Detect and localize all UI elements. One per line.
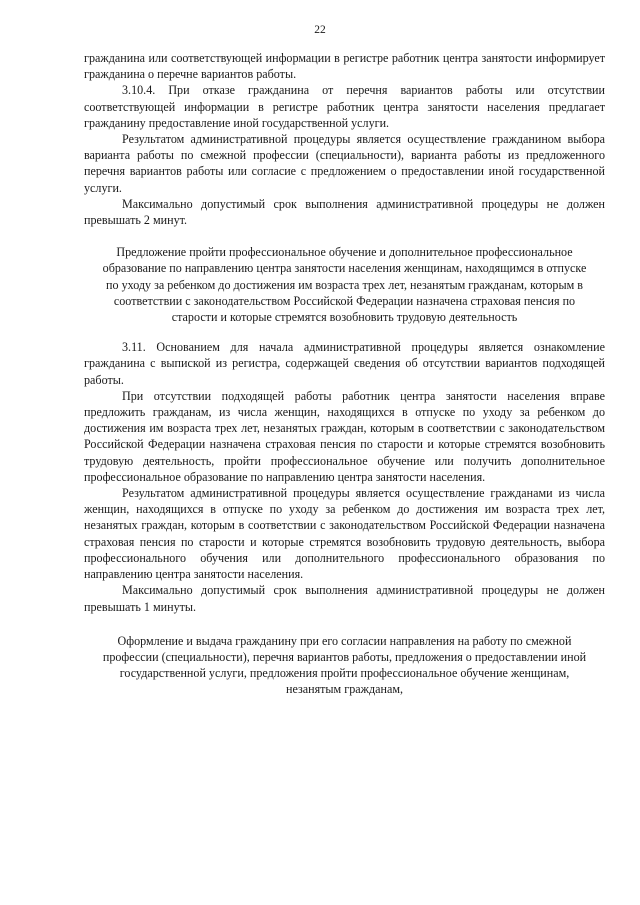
paragraph-result-1: Результатом административной процедуры является осуществление гражданином выбора варианта работы по смежной профессии (специальности), варианта работы из предложенного перечня вариантов работы или согласие с предложением о предоставлении иной государственной услуги.: [84, 132, 605, 195]
paragraph-3-11: 3.11. Основанием для начала административной процедуры является ознакомление гражданина с выпиской из регистра, содержащей сведения об отсутствии вариантов подходящей работы.: [84, 340, 605, 387]
document-body: [84, 50, 605, 698]
paragraph-no-suitable-work: При отсутствии подходящей работы работник центра занятости населения вправе предложить гражданам, из числа женщин, находящихся в отпуске по уходу за ребенком до достижения им возраста трех лет, незанятых граждан, которым в соответствии с законодательством Российской Федерации назначена страховая пенсия по старости и которые стремятся возобновить трудовую деятельность, пройти профессиональное обучение или получить дополнительное профессиональное образование по направлению центра занятости населения.: [84, 388, 605, 484]
paragraph-max-time-1: Максимально допустимый срок выполнения административной процедуры не должен превышать 2 минут.: [84, 196, 605, 228]
section-spacer: [84, 325, 605, 339]
section-heading-issuance: Оформление и выдача гражданину при его согласии направления на работу по смежной профессии (специальности), перечня вариантов работы, предложения о предоставлении иной государственной услуги, предложения пройти профессиональное обучение женщинам, незанятым гражданам,: [102, 633, 587, 697]
page-number: 22: [314, 24, 326, 36]
paragraph-3-10-4: 3.10.4. При отказе гражданина от перечня вариантов работы или отсутствии соответствующей информации в регистре работник центра занятости населения предлагает гражданину предоставление иной государственной услуги.: [84, 83, 605, 130]
paragraph-result-2: Результатом административной процедуры является осуществление гражданами из числа женщин, находящихся в отпуске по уходу за ребенком до достижения им возраста трех лет, незанятых граждан, которым в соответствии с законодательством Российской Федерации назначена страховая пенсия по старости и которые стремятся возобновить трудовую деятельность, выбора профессионального обучения или дополнительного профессионального образования по направлению центра занятости населения.: [84, 486, 605, 582]
section-spacer: [84, 615, 605, 633]
section-heading-training: Предложение пройти профессиональное обучение и дополнительное профессиональное образование по направлению центра занятости населения женщинам, находящимся в отпуске по уходу за ребенком до достижения им возраста трех лет, незанятым гражданам, которым в соответствии с законодательством Российской Федерации назначена страховая пенсия по старости и которые стремятся возобновить трудовую деятельность: [102, 245, 587, 325]
paragraph-continuation: гражданина или соответствующей информации в регистре работник центра занятости информирует гражданина о перечне вариантов работы.: [84, 51, 605, 82]
paragraph-max-time-2: Максимально допустимый срок выполнения административной процедуры не должен превышать 1 минуты.: [84, 583, 605, 614]
section-spacer: [84, 228, 605, 244]
